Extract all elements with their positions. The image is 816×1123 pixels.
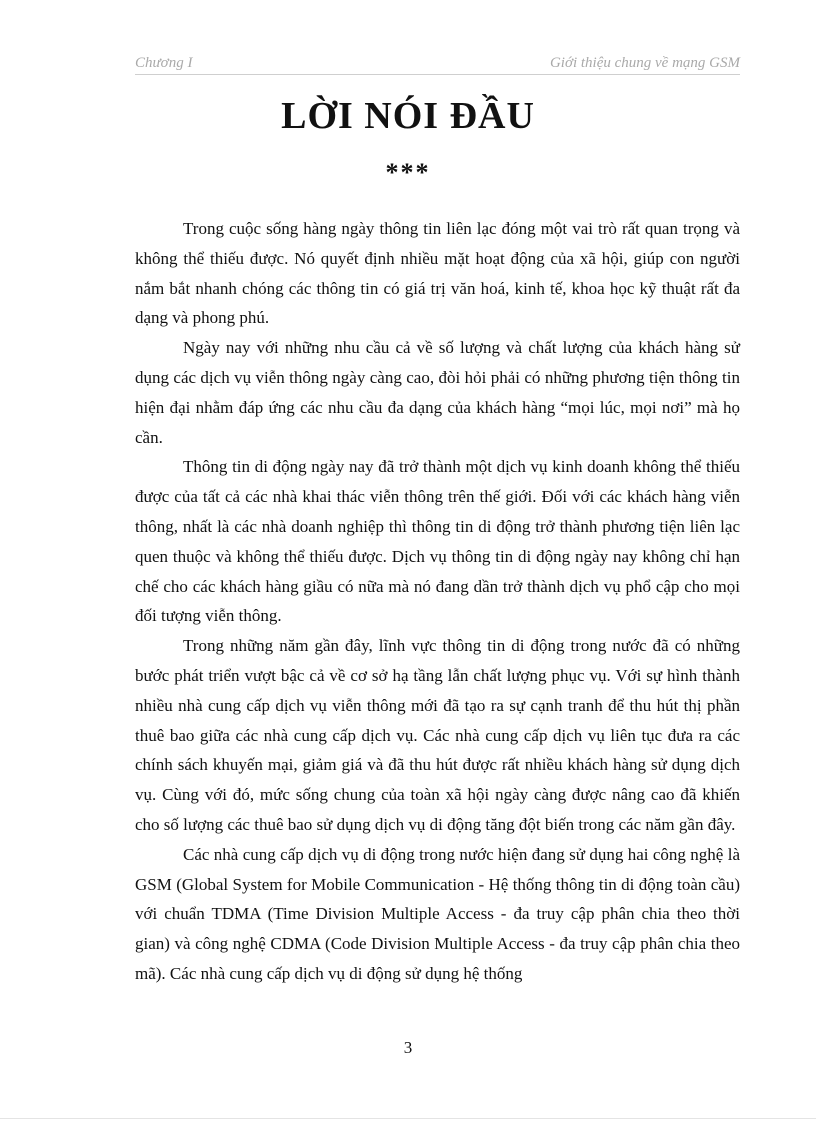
- page-title: LỜI NÓI ĐẦU: [281, 95, 535, 137]
- footer-divider: [0, 1118, 816, 1119]
- running-header: [135, 48, 740, 75]
- paragraph: Các nhà cung cấp dịch vụ di động trong nước hiện đang sử dụng hai công nghệ là GSM (Global System for Mobile Communication - Hệ thống thông tin di động toàn cầu) với chuẩn TDMA (Time Division Multiple Access - đa truy cập phân chia theo thời gian) và công nghệ CDMA (Code Division Multiple Access - đa truy cập phân chia theo mã). Các nhà cung cấp dịch vụ di động sử dụng hệ thống: [135, 844, 740, 983]
- paragraph: Thông tin di động ngày nay đã trở thành một dịch vụ kinh doanh không thể thiếu được của tất cả các nhà khai thác viễn thông trên thế giới. Đối với các khách hàng viễn thông, nhất là các nhà doanh nghiệp thì thông tin di động trở thành phương tiện liên lạc quen thuộc và không thể thiếu được. Dịch vụ thông tin di động ngày nay không chỉ hạn chế cho các khách hàng giầu có nữa mà nó đang dần trở thành dịch vụ phổ cập cho mọi đối tượng viễn thông.: [135, 457, 740, 626]
- title-separator: ***: [385, 158, 431, 187]
- header-section-title: Giới thiệu chung về mạng GSM: [549, 55, 740, 71]
- page-number: 3: [403, 1038, 413, 1057]
- paragraph: Trong những năm gần đây, lĩnh vực thông tin di động trong nước đã có những bước phát triển vượt bậc cả về cơ sở hạ tầng lẫn chất lượng phục vụ. Với sự hình thành nhiều nhà cung cấp dịch vụ viễn thông mới đã tạo ra sự cạnh tranh để thu hút thị phần thuê bao giữa các nhà cung cấp dịch vụ. Các nhà cung cấp dịch vụ liên tục đưa ra các chính sách khuyến mại, giảm giá và đã thu hút được rất nhiều khách hàng sử dụng dịch vụ. Cùng với đó, mức sống chung của toàn xã hội ngày càng được nâng cao đã khiến cho số lượng các thuê bao sử dụng dịch vụ di động tăng đột biến trong các năm gần đây.: [135, 636, 740, 834]
- paragraph: Ngày nay với những nhu cầu cả về số lượng và chất lượng của khách hàng sử dụng các dịch vụ viễn thông ngày càng cao, đòi hỏi phải có những phương tiện thông tin hiện đại nhằm đáp ứng các nhu cầu đa dạng của khách hàng “mọi lúc, mọi nơi” mà họ cần.: [135, 338, 740, 447]
- header-chapter: Chương I: [135, 55, 193, 71]
- body-text: [135, 214, 740, 989]
- paragraph: Trong cuộc sống hàng ngày thông tin liên lạc đóng một vai trò rất quan trọng và không thể thiếu được. Nó quyết định nhiều mặt hoạt động của xã hội, giúp con người nắm bắt nhanh chóng các thông tin có giá trị văn hoá, kinh tế, khoa học kỹ thuật rất đa dạng và phong phú.: [135, 219, 740, 328]
